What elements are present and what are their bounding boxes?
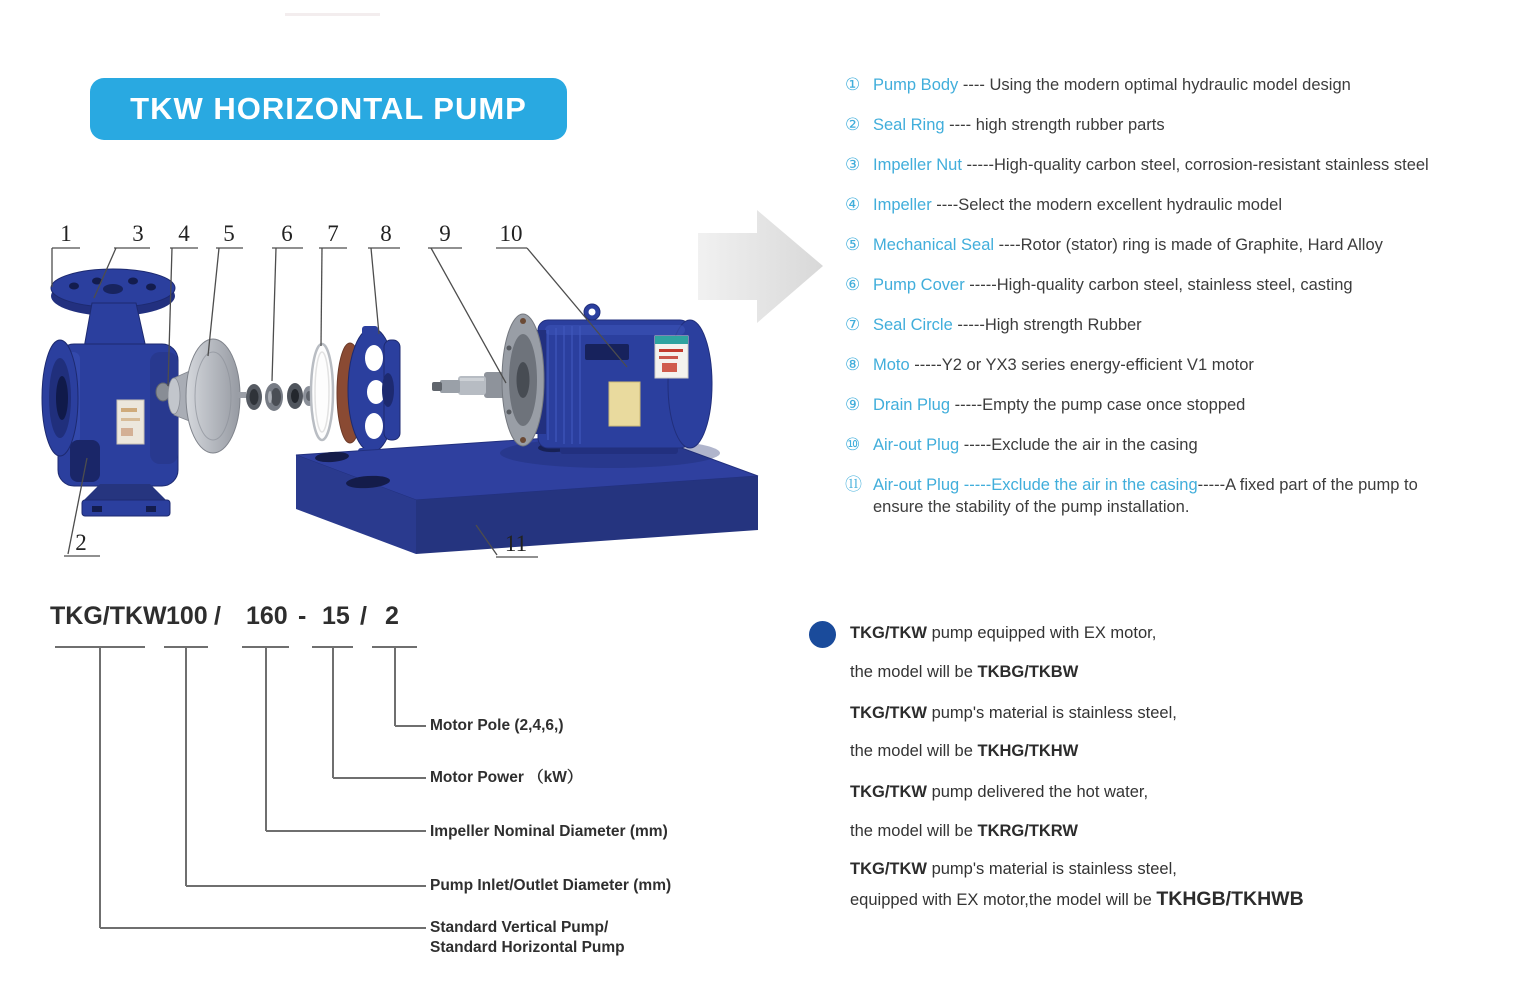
part-description: -----High-quality carbon steel, corrosion-resistant stainless steel [961,156,1429,174]
circled-number-icon: ⑤ [845,235,861,255]
model-code-power: 15 [322,602,350,630]
callout-6: 6 [281,221,293,246]
part-name: Air-out Plug [873,436,960,454]
circled-number-icon: ② [845,115,861,135]
label-standard-pump [430,918,625,958]
circled-number-icon: ① [845,75,861,95]
parts-list-item-8 [845,354,1500,376]
part-name: Mechanical Seal [873,236,995,254]
model-family: TKG/TKW [850,704,927,722]
part-description: -----High-quality carbon steel, stainless steel, casting [964,276,1353,294]
note-line-8 [850,888,1510,911]
model-family: TKG/TKW [850,624,927,642]
circled-number-icon: ⑪ [845,475,862,495]
note-line-3 [850,702,1510,724]
model-code-tree-lines [55,647,426,928]
note-text: the model will be [850,742,978,760]
parts-list [845,74,1500,536]
part-name: Pump Cover [873,276,965,294]
circled-number-icon: ⑥ [845,275,861,295]
label-impeller-diameter: Impeller Nominal Diameter (mm) [430,823,668,840]
bullet-circle-icon [809,621,836,648]
callout-8: 8 [380,221,392,246]
model-code-result: TKHG/TKHW [977,742,1079,760]
circled-number-icon: ④ [845,195,861,215]
part-description: -----High strength Rubber [952,316,1142,334]
mechanical-seal-illustration [246,383,315,411]
note-text: the model will be [850,822,978,840]
part-name: Moto [873,356,910,374]
model-family: TKG/TKW [850,783,927,801]
label-motor-power: Motor Power （kW） [430,769,583,786]
pump-cover-illustration [337,326,400,459]
part-name: Impeller [873,196,932,214]
callout-4: 4 [178,221,190,246]
note-line-5 [850,781,1510,803]
parts-list-item-3 [845,154,1500,176]
model-code-result: TKRG/TKRW [977,822,1078,840]
note-line-4 [850,740,1510,762]
note-line-7 [850,858,1510,880]
parts-list-item-1 [845,74,1500,96]
circled-number-icon: ⑦ [845,315,861,335]
parts-list-item-7 [845,314,1500,336]
label-standard-line1: Standard Vertical Pump/ [430,919,609,936]
parts-list-item-6 [845,274,1500,296]
circled-number-icon: ⑧ [845,355,861,375]
callout-5: 5 [223,221,235,246]
note-line-6 [850,820,1510,842]
part-name: Pump Body [873,76,959,94]
part-description: -----A fixed part of the pump to [1197,476,1418,494]
note-text: the model will be [850,663,978,681]
part-name-extra: -----Exclude the air in the casing [959,476,1198,494]
part-name: Seal Circle [873,316,953,334]
part-name: Air-out Plug [873,476,960,494]
circled-number-icon: ⑨ [845,395,861,415]
callout-11: 11 [504,531,528,556]
part-name: Drain Plug [873,396,951,414]
part-description: -----Empty the pump case once stopped [950,396,1246,414]
parts-list-item-9 [845,394,1500,416]
model-code-impeller: 160 [246,602,288,630]
model-code-slash-1: / [214,602,221,630]
callout-1: 1 [60,221,72,246]
model-code-result: TKBG/TKBW [977,663,1079,681]
note-line-1 [850,622,1510,644]
callout-10: 10 [499,221,523,246]
part-name: Seal Ring [873,116,945,134]
callout-9: 9 [439,221,451,246]
note-text: pump's material is stainless steel, [926,704,1177,722]
part-description: ---- Using the modern optimal hydraulic model design [958,76,1351,94]
circled-number-icon: ⑩ [845,435,861,455]
model-family: TKG/TKW [850,860,927,878]
note-text: equipped with EX motor,the model will be [850,891,1157,909]
model-code-slash-2: / [360,602,367,630]
note-text: pump's material is stainless steel, [926,860,1177,878]
label-standard-line2: Standard Horizontal Pump [430,939,625,956]
parts-list-item-2 [845,114,1500,136]
part-description-line2: ensure the stability of the pump installation. [873,498,1190,516]
model-code-pole: 2 [385,602,399,630]
label-motor-pole: Motor Pole (2,4,6,) [430,717,564,734]
parts-list-item-10 [845,434,1500,456]
model-code-dash: - [298,602,307,630]
parts-list-item-5 [845,234,1500,256]
parts-list-item-11 [845,474,1500,518]
label-inlet-outlet: Pump Inlet/Outlet Diameter (mm) [430,877,672,894]
arrow-right-icon [698,210,823,323]
part-description: -----Exclude the air in the casing [959,436,1198,454]
note-line-2 [850,661,1510,683]
callout-7: 7 [327,221,339,246]
note-text: pump delivered the hot water, [926,783,1149,801]
circled-number-icon: ③ [845,155,861,175]
seal-circle-illustration [311,344,333,440]
callout-2: 2 [75,530,87,555]
callout-3: 3 [132,221,144,246]
part-description: ---- high strength rubber parts [944,116,1165,134]
model-code-result: TKHGB/TKHWB [1156,888,1304,910]
part-name: Impeller Nut [873,156,962,174]
model-code-series: TKG/TKW [50,602,167,630]
note-text: pump equipped with EX motor, [926,624,1157,642]
model-code-inlet: 100 [166,602,208,630]
part-description: ----Select the modern excellent hydraulic model [931,196,1283,214]
page-title: TKW HORIZONTAL PUMP [130,91,527,126]
part-description: ----Rotor (stator) ring is made of Graphite, Hard Alloy [994,236,1383,254]
parts-list-item-4 [845,194,1500,216]
part-description: -----Y2 or YX3 series energy-efficient V1 motor [909,356,1254,374]
